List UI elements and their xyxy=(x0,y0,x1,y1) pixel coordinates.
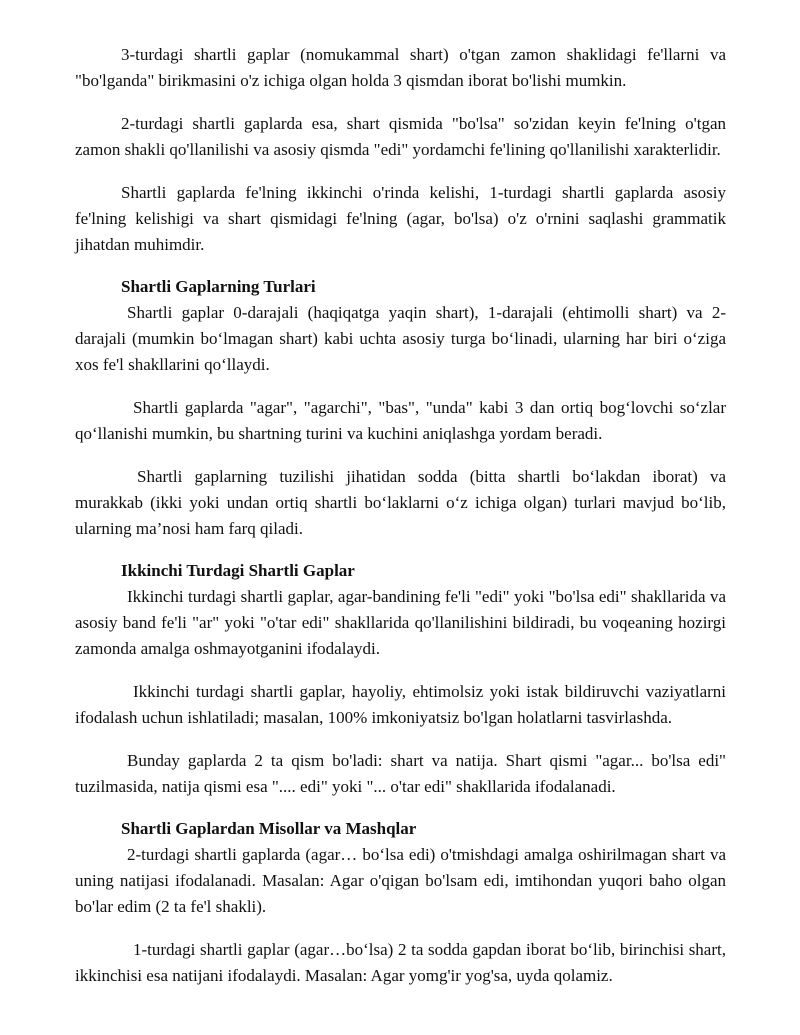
section-heading-misollar: Shartli Gaplardan Misollar va Mashqlar xyxy=(121,819,417,838)
section2-paragraph-2: Ikkinchi turdagi shartli gaplar, hayoliy, ehtimolsiz yoki istak bildiruvchi vaziyatlarni ifodalash uchun ishlatiladi; masalan, 100% imkoniyatsiz bo'lgan holatlarni tasvirlashda. xyxy=(75,682,726,727)
section2-paragraph-3: Bunday gaplarda 2 ta qism bo'ladi: shart va natija. Shart qismi "agar... bo'lsa edi" tuzilmasida, natija qismi esa ".... edi" yoki "... o'tar edi" shakllarida ifodalanadi. xyxy=(75,751,726,796)
intro-paragraph-2: 2-turdagi shartli gaplarda esa, shart qismida "bo'lsa" so'zidan keyin fe'lning o'tgan zamon shakli qo'llanilishi va asosiy qismda "edi" yordamchi fe'lining qo'llanilishi xarakterlidir. xyxy=(75,114,726,159)
section1-paragraph-3: Shartli gaplarning tuzilishi jihatidan sodda (bitta shartli bo‘lakdan iborat) va murakkab (ikki yoki undan ortiq shartli bo‘laklarni o‘z ichiga olgan) turlari mavjud bo‘lib, ularning ma’nosi ham farq qiladi. xyxy=(75,467,726,538)
section1-paragraph-1: Shartli gaplar 0-darajali (haqiqatga yaqin shart), 1-darajali (ehtimolli shart) va 2-darajali (mumkin bo‘lmagan shart) kabi uchta asosiy turga bo‘linadi, ularning har biri o‘ziga xos fe'l shakllarini qo‘llaydi. xyxy=(75,303,726,374)
section-heading-turlari: Shartli Gaplarning Turlari xyxy=(121,277,316,296)
intro-paragraph-1: 3-turdagi shartli gaplar (nomukammal shart) o'tgan zamon shaklidagi fe'llarni va "bo'lganda" birikmasini o'z ichiga olgan holda 3 qismdan iborat bo'lishi mumkin. xyxy=(75,45,726,90)
section1-paragraph-2: Shartli gaplarda "agar", "agarchi", "bas", "unda" kabi 3 dan ortiq bog‘lovchi so‘zlar qo‘llanishi mumkin, bu shartning turini va kuchini aniqlashga yordam beradi. xyxy=(75,398,726,443)
section-heading-ikkinchi-turdagi: Ikkinchi Turdagi Shartli Gaplar xyxy=(121,561,355,580)
section3-paragraph-2: 1-turdagi shartli gaplar (agar…bo‘lsa) 2 ta sodda gapdan iborat bo‘lib, birinchisi shart, ikkinchisi esa natijani ifodalaydi. Masalan: Agar yomg'ir yog'sa, uyda qolamiz. xyxy=(75,940,726,985)
intro-paragraph-3: Shartli gaplarda fe'lning ikkinchi o'rinda kelishi, 1-turdagi shartli gaplarda asosiy fe'lning kelishigi va shart qismidagi fe'lning (agar, bo'lsa) o'z o'rnini saqlashi grammatik jihatdan muhimdir. xyxy=(75,183,726,254)
document-page xyxy=(75,42,726,989)
section3-paragraph-1: 2-turdagi shartli gaplarda (agar… bo‘lsa edi) o'tmishdagi amalga oshirilmagan shart va uning natijasi ifodalanadi. Masalan: Agar o'qigan bo'lsam edi, imtihondan yuqori baho olgan bo'lar edim (2 ta fe'l shakli). xyxy=(75,845,726,916)
section2-paragraph-1: Ikkinchi turdagi shartli gaplar, agar-bandining fe'li "edi" yoki "bo'lsa edi" shakllarida va asosiy band fe'li "ar" yoki "o'tar edi" shakllarida qo'llanilishini bildiradi, bu voqeaning hozirgi zamonda amalga oshmayotganini ifodalaydi. xyxy=(75,587,726,658)
